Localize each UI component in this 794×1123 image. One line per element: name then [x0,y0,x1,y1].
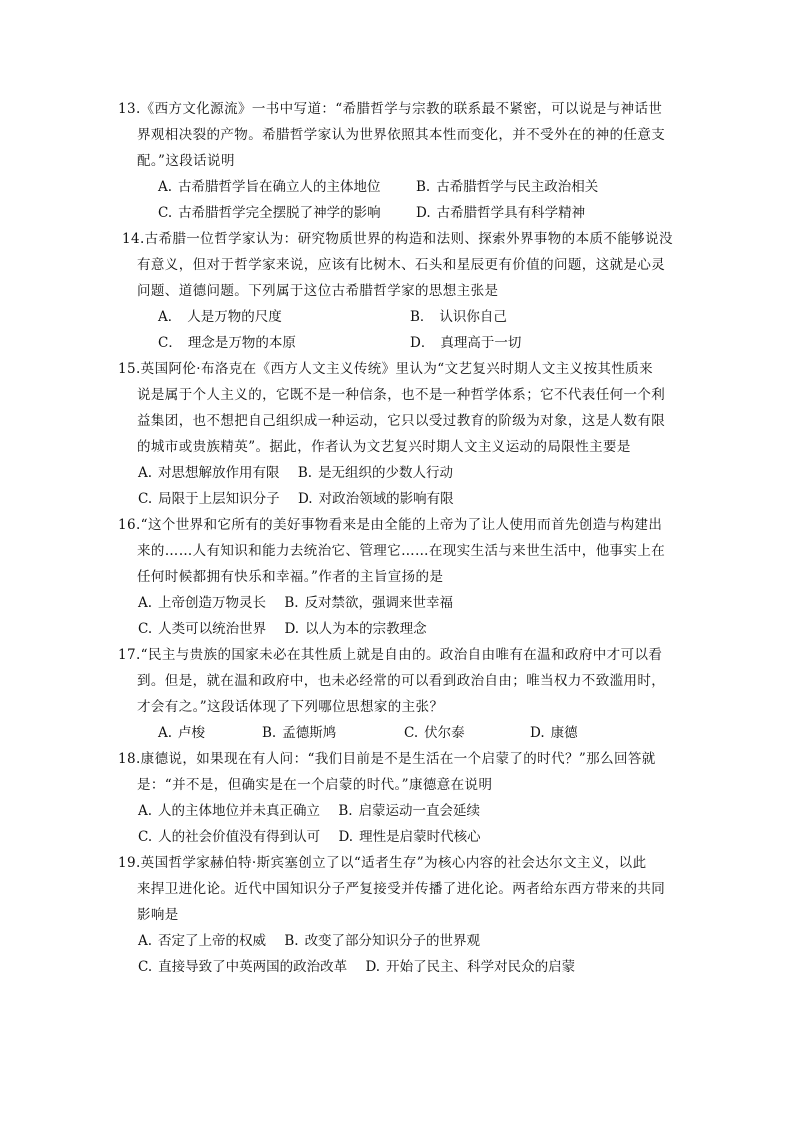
options [118,460,678,512]
option-b[interactable]: B． 认识你自己 [410,309,507,325]
stem-line: 古希腊一位哲学家认为：研究物质世界的构造和法则、探索外界事物的本质不能够说没 [144,231,673,247]
question-17 [118,642,678,746]
option-d[interactable]: D. 对政治领域的影响有限 [297,491,454,507]
stem-line: “这个世界和它所有的美好事物看来是由全能的上帝为了让人使用而首先创造与构建出 [140,517,663,533]
options [118,798,678,850]
option-d[interactable]: D． 真理高于一切 [410,335,522,351]
question-14 [118,226,678,356]
option-a[interactable]: A. 否定了上帝的权威 [138,933,267,949]
stem-line: 有意义，但对于哲学家来说，应该有比树木、石头和星辰更有价值的问题，这就是心灵 [137,257,666,273]
option-a[interactable]: A. 对思想解放作用有限 [138,465,280,481]
option-c[interactable]: C. 人类可以统治世界 [138,621,267,637]
question-15 [118,356,678,512]
options [118,928,678,980]
stem-line: 到。但是，就在温和政府中，也未必经常的可以看到政治自由；唯当权力不致滥用时， [137,673,666,689]
option-b[interactable]: B. 反对禁欲，强调来世幸福 [284,595,454,611]
stem-line: 问题、道德问题。下列属于这位古希腊哲学家的思想主张是 [137,283,499,299]
stem-line: “民主与贵族的国家未必在其性质上就是自由的。政治自由唯有在温和政府中才可以看 [140,647,663,663]
stem-line: 说是属于个人主义的，它既不是一种信条，也不是一种哲学体系；它不代表任何一个利 [137,387,666,403]
option-b[interactable]: B. 改变了部分知识分子的世界观 [284,933,481,949]
option-b[interactable]: B. 古希腊哲学与民主政治相关 [416,179,599,195]
question-16 [118,512,678,642]
question-18 [118,746,678,850]
options [118,590,678,642]
option-a[interactable]: A. 人的主体地位并未真正确立 [138,803,321,819]
option-d[interactable]: D. 康德 [530,725,578,741]
stem-line: 来的……人有知识和能力去统治它、管理它……在现实生活与来世生活中，他事实上在 [137,543,666,559]
question-number: 18. [118,751,141,767]
option-c[interactable]: C. 伏尔泰 [404,725,465,741]
stem-line: 是：“并不是，但确实是在一个启蒙的时代。”康德意在说明 [137,777,493,793]
stem-line: 才会有之。”这段话体现了下列哪位思想家的主张？ [137,699,444,715]
option-c[interactable]: C． 理念是万物的本原 [158,335,296,351]
option-a[interactable]: A. 卢梭 [158,725,206,741]
option-d[interactable]: D. 开始了民主、科学对民众的启蒙 [365,959,576,975]
option-d[interactable]: D. 古希腊哲学具有科学精神 [416,205,586,221]
option-c[interactable]: C. 局限于上层知识分子 [138,491,280,507]
stem-line: 来捍卫进化论。近代中国知识分子严复接受并传播了进化论。两者给东西方带来的共同 [137,881,666,897]
option-b[interactable]: B. 孟德斯鸠 [262,725,337,741]
option-a[interactable]: A． 人是万物的尺度 [158,309,282,325]
question-stem [118,850,678,928]
option-b[interactable]: B. 是无组织的少数人行动 [297,465,454,481]
question-stem [118,96,678,174]
stem-line: 英国阿伦·布洛克在《西方人文主义传统》里认为“文艺复兴时期人文主义按其性质来 [140,361,654,377]
stem-line: 的城市或贵族精英”。据此，作者认为文艺复兴时期人文主义运动的局限性主要是 [137,439,631,455]
question-stem [118,642,678,720]
option-d[interactable]: D. 以人为本的宗教理念 [284,621,427,637]
stem-line: 益集团，也不想把自己组织成一种运动，它只以受过教育的阶级为对象，这是人数有限 [137,413,666,429]
option-d[interactable]: D. 理性是启蒙时代核心 [338,829,481,845]
question-19 [118,850,678,980]
option-a[interactable]: A. 上帝创造万物灵长 [138,595,267,611]
question-stem [118,356,678,460]
option-c[interactable]: C. 古希腊哲学完全摆脱了神学的影响 [158,205,381,221]
option-b[interactable]: B. 启蒙运动一直会延续 [338,803,481,819]
option-c[interactable]: C. 直接导致了中英两国的政治改革 [138,959,348,975]
question-number: 15. [118,361,141,377]
stem-line: 任何时候都拥有快乐和幸福。”作者的主旨宣扬的是 [137,569,444,585]
stem-line: 英国哲学家赫伯特·斯宾塞创立了以“适者生存”为核心内容的社会达尔文主义，以此 [140,855,647,871]
options [118,174,678,226]
question-number: 13. [118,101,141,117]
options [118,720,678,746]
options [118,304,678,356]
question-stem [118,226,678,304]
stem-line: 界观相决裂的产物。希腊哲学家认为世界依照其本性而变化，并不受外在的神的任意支 [137,127,666,143]
question-number: 14. [122,231,145,247]
question-number: 17. [118,647,141,663]
option-a[interactable]: A. 古希腊哲学旨在确立人的主体地位 [158,179,381,195]
stem-line: 影响是 [137,907,179,923]
question-13 [118,96,678,226]
question-stem [118,746,678,798]
question-stem [118,512,678,590]
question-number: 19. [118,855,141,871]
option-c[interactable]: C. 人的社会价值没有得到认可 [138,829,321,845]
stem-line: 《西方文化源流》一书中写道：“希腊哲学与宗教的联系最不紧密，可以说是与神话世 [140,101,663,117]
stem-line: 配。”这段话说明 [137,153,235,169]
stem-line: 康德说，如果现在有人问：“我们目前是不是生活在一个启蒙了的时代？”那么回答就 [140,751,656,767]
question-number: 16. [118,517,141,533]
